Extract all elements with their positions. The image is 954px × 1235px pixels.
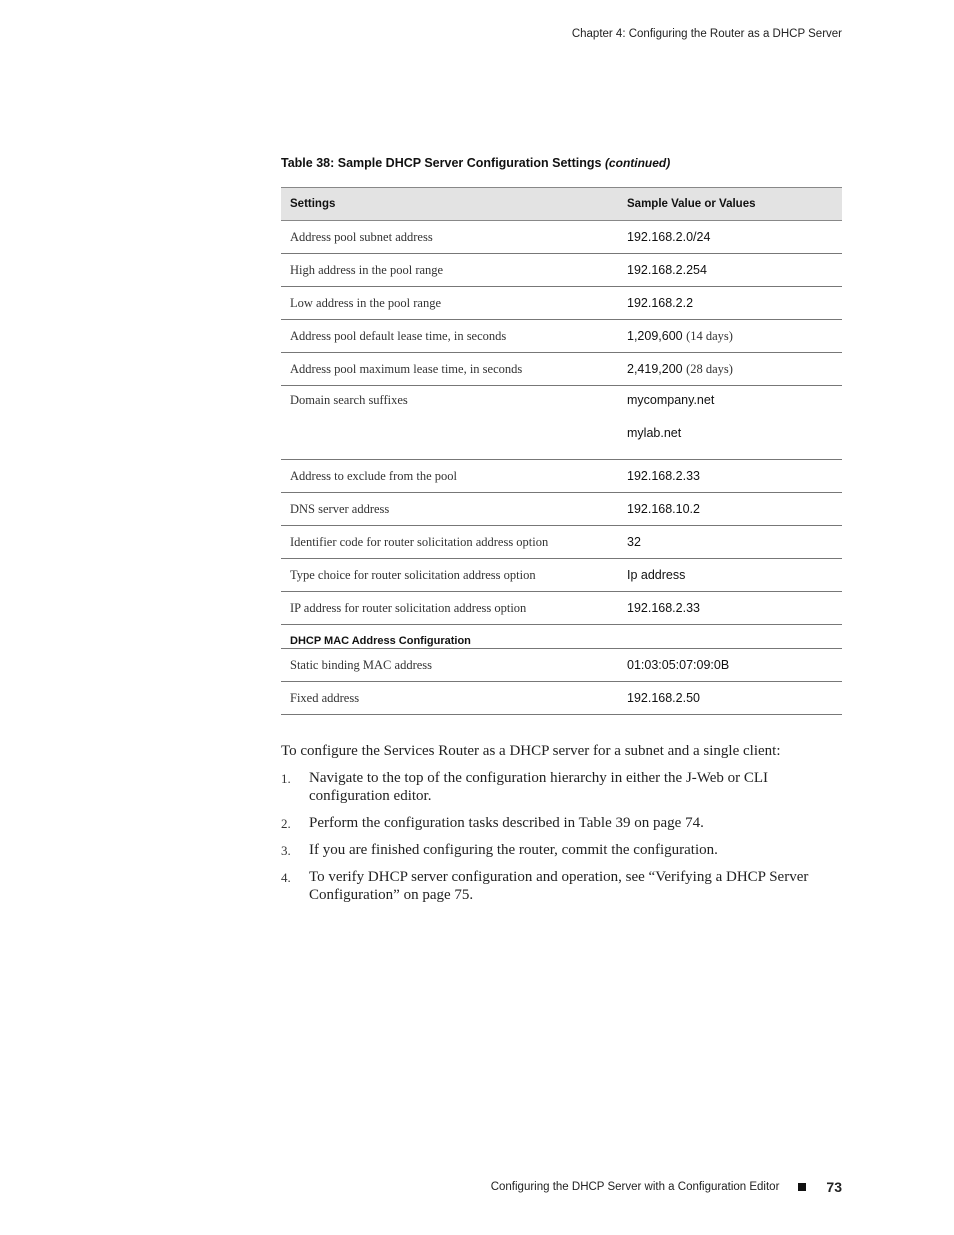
value-line: mylab.net [627,426,682,440]
setting-cell: IP address for router solicitation address option [281,592,618,625]
column-header-values: Sample Value or Values [618,188,842,221]
running-head: Chapter 4: Configuring the Router as a DHCP Server [571,28,842,40]
table-caption-title: Table 38: Sample DHCP Server Configuration Settings [281,156,602,170]
setting-cell: Static binding MAC address [281,649,618,682]
value-line: mycompany.net [627,393,715,407]
settings-table [281,187,842,715]
value-cell: 192.168.2.0/24 [618,221,842,254]
table-row [281,287,842,320]
table-caption-continued: (continued) [604,156,671,170]
list-item [281,814,846,832]
step-text: If you are finished configuring the router, commit the configuration. [309,842,718,858]
step-number: 2. [281,816,291,831]
table-row [281,526,842,559]
setting-cell: DNS server address [281,493,618,526]
step-text: To verify DHCP server configuration and operation, see “Verifying a DHCP Server Configuration” on page 75. [309,869,809,903]
value-cell [618,386,842,460]
table-row [281,682,842,715]
table-row [281,493,842,526]
setting-cell: Identifier code for router solicitation address option [281,526,618,559]
table-row [281,559,842,592]
procedure-steps [281,769,846,913]
step-number: 3. [281,843,291,858]
step-text: Perform the configuration tasks described in Table 39 on page 74. [309,815,704,831]
table-row [281,460,842,493]
step-number: 4. [281,870,291,885]
value-note: (28 days) [686,361,733,376]
value-cell: 192.168.2.33 [618,592,842,625]
value-cell: 192.168.2.2 [618,287,842,320]
setting-cell: Address pool subnet address [281,221,618,254]
column-header-settings: Settings [281,188,618,221]
procedure-intro: To configure the Services Router as a DHCP server for a subnet and a single client: [281,743,781,759]
footer-section-title: Configuring the DHCP Server with a Configuration Editor [490,1181,780,1193]
table-row [281,353,842,386]
page-number: 73 [826,1179,842,1195]
value-cell: 32 [618,526,842,559]
value-cell [618,320,842,353]
value-cell: 01:03:05:07:09:0B [618,649,842,682]
value-note: (14 days) [686,328,733,343]
table-section-row [281,625,842,649]
value-cell: 192.168.2.33 [618,460,842,493]
value-cell: 192.168.2.254 [618,254,842,287]
table-row [281,320,842,353]
setting-cell: Low address in the pool range [281,287,618,320]
page-footer [491,1179,842,1195]
table-row [281,649,842,682]
step-number: 1. [281,771,291,786]
table-header-row [281,188,842,221]
setting-cell: Domain search suffixes [281,386,618,460]
setting-cell: Address to exclude from the pool [281,460,618,493]
setting-cell: High address in the pool range [281,254,618,287]
table-row [281,386,842,460]
value-cell [618,353,842,386]
section-heading: DHCP MAC Address Configuration [281,625,842,649]
value-number: 2,419,200 [627,361,683,376]
list-item [281,868,846,904]
value-cell: 192.168.10.2 [618,493,842,526]
table-row [281,254,842,287]
value-number: 1,209,600 [627,328,683,343]
table-caption [281,156,670,170]
setting-cell: Address pool default lease time, in seconds [281,320,618,353]
value-cell: 192.168.2.50 [618,682,842,715]
square-bullet-icon [798,1183,806,1191]
value-cell: Ip address [618,559,842,592]
list-item [281,769,846,805]
table-row [281,221,842,254]
table-row [281,592,842,625]
setting-cell: Type choice for router solicitation address option [281,559,618,592]
list-item [281,841,846,859]
setting-cell: Address pool maximum lease time, in seconds [281,353,618,386]
step-text: Navigate to the top of the configuration hierarchy in either the J-Web or CLI configuration editor. [309,770,769,804]
setting-cell: Fixed address [281,682,618,715]
